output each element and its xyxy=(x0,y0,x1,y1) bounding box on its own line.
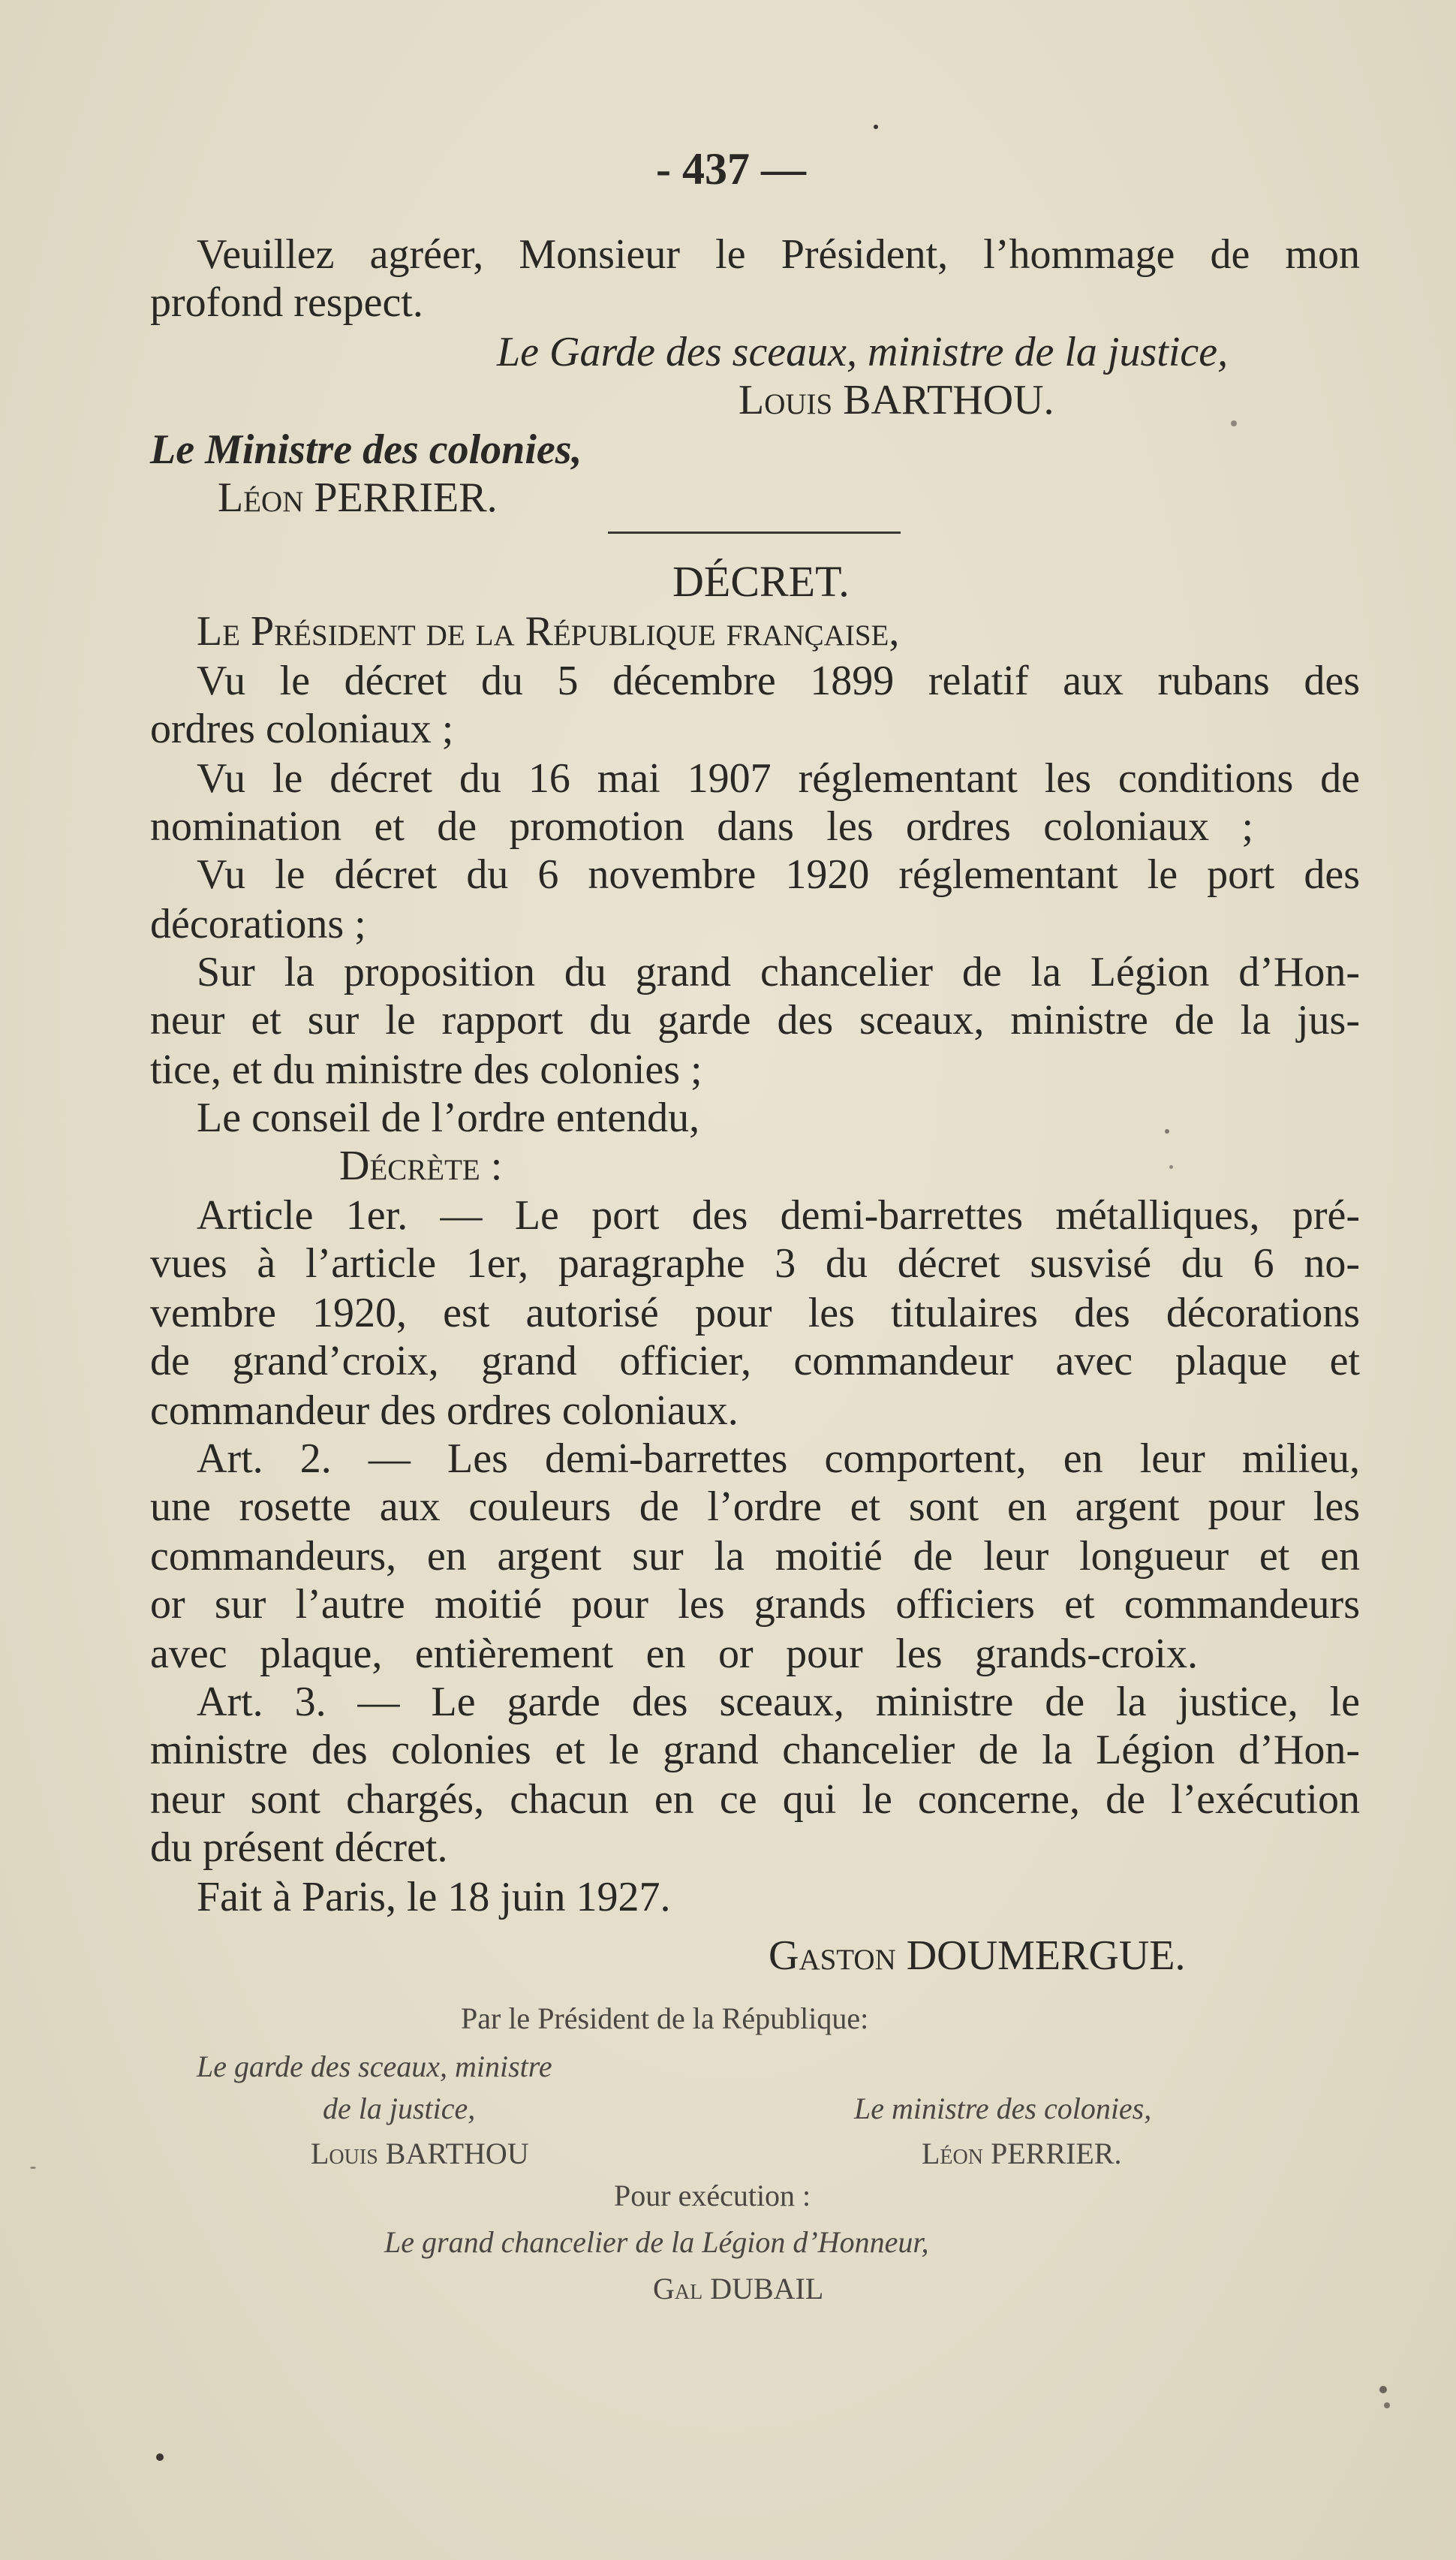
decree-line: tice, et du ministre des colonies ; xyxy=(150,1047,702,1093)
decree-line: Le conseil de l’ordre entendu, xyxy=(197,1095,700,1141)
decree-line: Vu le décret du 5 décembre 1899 relatif aux rubans des xyxy=(197,658,1360,704)
decree-line: Le Président de la République française, xyxy=(197,608,900,655)
decree-line: nomination et de promotion dans les ordres coloniaux ; xyxy=(150,803,1253,850)
decree-line: ordres coloniaux ; xyxy=(150,706,454,752)
ink-speck xyxy=(30,2167,36,2169)
garde-name: Louis BARTHOU. xyxy=(739,377,1054,423)
ink-speck xyxy=(1169,1165,1173,1169)
decree-line: Décrète : xyxy=(339,1143,503,1189)
decree-date: Fait à Paris, le 18 juin 1927. xyxy=(197,1874,671,1920)
ministre-title: Le Ministre des colonies, xyxy=(150,426,582,473)
ink-speck xyxy=(1231,420,1237,426)
decree-line: vembre 1920, est autorisé pour les titulaires des décorations xyxy=(150,1290,1360,1336)
decree-heading: DÉCRET. xyxy=(672,557,850,606)
decree-line: Art. 2. — Les demi-barrettes comportent, en leur milieu, xyxy=(197,1435,1360,1482)
chancelier-name: Gal DUBAIL xyxy=(653,2272,824,2306)
president-signature: Gaston DOUMERGUE. xyxy=(769,1932,1186,1979)
decree-line: Sur la proposition du grand chancelier de la Légion d’Hon- xyxy=(197,949,1360,995)
decree-line: commandeurs, en argent sur la moitié de leur longueur et en xyxy=(150,1533,1360,1580)
closing-line-1: Veuillez agréer, Monsieur le Président, l’hommage de mon xyxy=(197,231,1360,278)
decree-line: ministre des colonies et le grand chancelier de la Légion d’Hon- xyxy=(150,1727,1360,1773)
decree-line: commandeur des ordres coloniaux. xyxy=(150,1387,739,1434)
decree-line: de grand’croix, grand officier, commandeur avec plaque et xyxy=(150,1338,1360,1384)
garde-title-bottom-1: Le garde des sceaux, ministre xyxy=(197,2050,552,2083)
par-le-president: Par le Président de la République: xyxy=(461,2001,869,2035)
separator-rule xyxy=(608,532,901,534)
closing-line-2: profond respect. xyxy=(150,279,423,326)
decree-line: vues à l’article 1er, paragraphe 3 du décret susvisé du 6 no- xyxy=(150,1240,1360,1287)
ink-speck xyxy=(1379,2386,1387,2393)
ministre-name-bottom: Léon PERRIER. xyxy=(922,2137,1122,2170)
decree-line: neur et sur le rapport du garde des sceaux, ministre de la jus- xyxy=(150,997,1360,1044)
decree-line: avec plaque, entièrement en or pour les grands-croix. xyxy=(150,1631,1198,1677)
ministre-title-bottom: Le ministre des colonies, xyxy=(854,2092,1152,2125)
decree-line: or sur l’autre moitié pour les grands officiers et commandeurs xyxy=(150,1581,1360,1628)
pour-execution: Pour exécution : xyxy=(614,2179,811,2212)
decree-line: décorations ; xyxy=(150,901,366,947)
decree-line: Article 1er. — Le port des demi-barrettes métalliques, pré- xyxy=(197,1192,1360,1239)
chancelier-title: Le grand chancelier de la Légion d’Honneur, xyxy=(384,2225,929,2259)
decree-line: Art. 3. — Le garde des sceaux, ministre de la justice, le xyxy=(197,1679,1360,1725)
decree-line: Vu le décret du 16 mai 1907 réglementant les conditions de xyxy=(197,755,1360,802)
ink-speck xyxy=(1165,1129,1169,1134)
page-number: - 437 — xyxy=(656,144,806,194)
garde-name-bottom: Louis BARTHOU xyxy=(311,2137,529,2170)
garde-title: Le Garde des sceaux, ministre de la justice, xyxy=(497,329,1229,375)
decree-line: une rosette aux couleurs de l’ordre et sont en argent pour les xyxy=(150,1483,1360,1530)
decree-line: Vu le décret du 6 novembre 1920 réglementant le port des xyxy=(197,851,1360,898)
ink-speck xyxy=(874,125,878,129)
garde-title-bottom-2: de la justice, xyxy=(323,2092,476,2125)
decree-line: du présent décret. xyxy=(150,1824,448,1871)
ink-speck xyxy=(156,2453,164,2461)
ministre-name: Léon PERRIER. xyxy=(218,474,498,521)
decree-line: neur sont chargés, chacun en ce qui le concerne, de l’exécution xyxy=(150,1776,1360,1823)
ink-speck xyxy=(1384,2402,1390,2408)
